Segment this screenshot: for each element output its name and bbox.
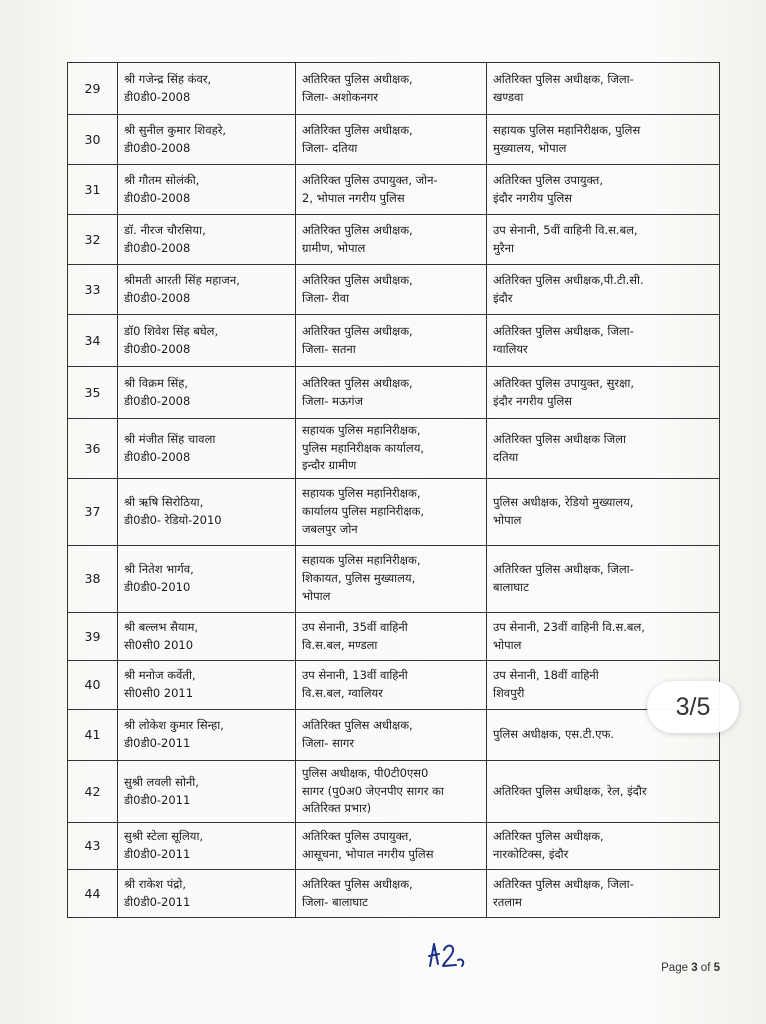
serial-number: 40 — [68, 661, 118, 710]
officer-name-line: डी0डी0-2008 — [124, 190, 191, 205]
current-posting-cell — [296, 115, 487, 165]
serial-number: 38 — [68, 546, 118, 613]
new-posting-line: नारकोटिक्स, इंदौर — [493, 847, 569, 861]
new-posting-cell — [487, 367, 720, 419]
table-row — [68, 265, 720, 315]
officer-name-line: डॉ. नीरज चौरसिया, — [124, 222, 206, 237]
serial-number: 34 — [68, 315, 118, 367]
officer-name-cell — [118, 115, 296, 165]
current-posting-line: अतिरिक्त पुलिस उपायुक्त, जोन- — [302, 172, 438, 187]
table-row — [68, 546, 720, 613]
new-posting-cell — [487, 479, 720, 546]
serial-number: 29 — [68, 63, 118, 115]
new-posting-line: खण्डवा — [493, 89, 524, 104]
current-posting-line: सहायक पुलिस महानिरीक्षक, — [302, 422, 421, 437]
new-posting-line: ग्वालियर — [493, 341, 528, 356]
current-posting-line: जिला- बालाघाट — [302, 894, 368, 909]
new-posting-line: उप सेनानी, 23वीं वाहिनी वि.स.बल, — [493, 619, 645, 634]
officer-name-line: श्री गजेन्द्र सिंह कंवर, — [124, 71, 212, 86]
officer-name-line: सी0सी0 2010 — [124, 637, 194, 652]
table-row — [68, 761, 720, 823]
current-posting-cell — [296, 479, 487, 546]
current-posting-line: जिला- रीवा — [302, 290, 350, 305]
officer-name-cell — [118, 63, 296, 115]
new-posting-line: पुलिस अधीक्षक, रेडियो मुख्यालय, — [493, 495, 634, 510]
new-posting-line: मुरैना — [493, 240, 514, 255]
officer-name-line: डी0डी0-2008 — [124, 393, 191, 408]
current-posting-line: सागर (पु0अ0 जेएनपीए सागर का — [302, 783, 444, 798]
current-posting-cell — [296, 613, 487, 661]
officer-name-line: श्री राकेश पंद्रो, — [124, 876, 187, 891]
officer-name-cell — [118, 419, 296, 479]
current-posting-line: सहायक पुलिस महानिरीक्षक, — [302, 553, 421, 568]
current-posting-line: कार्यालय पुलिस महानिरीक्षक, — [302, 504, 425, 519]
current-posting-line: शिकायत, पुलिस मुख्यालय, — [302, 571, 416, 586]
current-posting-line: सहायक पुलिस महानिरीक्षक, — [302, 486, 421, 501]
current-posting-line: अतिरिक्त पुलिस अधीक्षक, — [302, 272, 413, 287]
serial-number: 39 — [68, 613, 118, 661]
new-posting-cell — [487, 419, 720, 479]
new-posting-line: इंदौर — [493, 290, 513, 305]
officer-name-line: श्री बल्लभ सैयाम, — [124, 619, 199, 634]
serial-number: 31 — [68, 165, 118, 215]
current-posting-line: जबलपुर जोन — [302, 521, 358, 536]
new-posting-line: सहायक पुलिस महानिरीक्षक, पुलिस — [493, 122, 641, 137]
officer-name-line: श्री विक्रम सिंह, — [124, 375, 189, 390]
new-posting-cell — [487, 315, 720, 367]
serial-number: 30 — [68, 115, 118, 165]
serial-number: 36 — [68, 419, 118, 479]
officer-name-cell — [118, 823, 296, 870]
officer-name-line: डी0डी0-2008 — [124, 290, 191, 305]
officer-name-line: डी0डी0-2011 — [124, 736, 191, 750]
transfer-table — [67, 62, 720, 918]
serial-number: 42 — [68, 761, 118, 823]
new-posting-cell — [487, 823, 720, 870]
new-posting-cell — [487, 63, 720, 115]
table-row — [68, 165, 720, 215]
table-row — [68, 613, 720, 661]
serial-number: 43 — [68, 823, 118, 870]
officer-name-cell — [118, 315, 296, 367]
officer-name-line: डी0डी0-2008 — [124, 240, 191, 255]
new-posting-cell — [487, 546, 720, 613]
officer-name-cell — [118, 761, 296, 823]
officer-name-cell — [118, 367, 296, 419]
current-posting-cell — [296, 761, 487, 823]
new-posting-line: इंदौर नगरीय पुलिस — [493, 190, 573, 205]
footer-current-page: 3 — [691, 962, 698, 974]
new-posting-cell — [487, 115, 720, 165]
current-posting-line: जिला- अशोकनगर — [302, 89, 379, 104]
footer-total-pages: 5 — [713, 962, 720, 974]
footer-prefix: Page — [661, 962, 692, 974]
current-posting-line: जिला- मऊगंज — [302, 393, 364, 408]
new-posting-line: रतलाम — [493, 894, 522, 909]
page-footer — [0, 962, 720, 974]
serial-number: 35 — [68, 367, 118, 419]
officer-name-line: डी0डी0- रेडियो-2010 — [124, 513, 222, 527]
officer-name-line: श्री सुनील कुमार शिवहरे, — [124, 122, 227, 137]
page-indicator-badge[interactable] — [647, 681, 739, 733]
current-posting-line: जिला- सागर — [302, 736, 355, 750]
table-row — [68, 115, 720, 165]
current-posting-line: अतिरिक्त पुलिस अधीक्षक, — [302, 71, 413, 86]
new-posting-line: बालाघाट — [493, 580, 529, 594]
officer-name-cell — [118, 165, 296, 215]
current-posting-line: अतिरिक्त पुलिस अधीक्षक, — [302, 222, 413, 237]
officer-name-line: श्री मनोज कर्वेती, — [124, 668, 196, 683]
current-posting-cell — [296, 63, 487, 115]
current-posting-line: अतिरिक्त पुलिस अधीक्षक, — [302, 122, 413, 137]
transfer-table-body — [68, 63, 720, 918]
new-posting-cell — [487, 265, 720, 315]
new-posting-line: भोपाल — [493, 513, 522, 527]
serial-number: 37 — [68, 479, 118, 546]
current-posting-cell — [296, 367, 487, 419]
new-posting-line: उप सेनानी, 5वीं वाहिनी वि.स.बल, — [493, 222, 638, 237]
officer-name-line: सी0सी0 2011 — [124, 686, 194, 700]
officer-name-cell — [118, 661, 296, 710]
new-posting-line: अतिरिक्त पुलिस उपायुक्त, — [493, 172, 603, 187]
serial-number: 41 — [68, 710, 118, 761]
table-row — [68, 661, 720, 710]
new-posting-line: अतिरिक्त पुलिस अधीक्षक,पी.टी.सी. — [493, 272, 644, 287]
officer-name-cell — [118, 613, 296, 661]
officer-name-cell — [118, 546, 296, 613]
current-posting-line: ग्रामीण, भोपाल — [302, 240, 366, 255]
officer-name-line: डी0डी0-2011 — [124, 792, 191, 807]
officer-name-line: श्रीमती आरती सिंह महाजन, — [124, 272, 240, 287]
current-posting-line: 2, भोपाल नगरीय पुलिस — [302, 190, 405, 205]
table-row — [68, 710, 720, 761]
officer-name-cell — [118, 870, 296, 918]
table-row — [68, 870, 720, 918]
officer-name-cell — [118, 479, 296, 546]
serial-number: 32 — [68, 215, 118, 265]
current-posting-cell — [296, 710, 487, 761]
current-posting-line: अतिरिक्त प्रभार) — [302, 801, 372, 816]
current-posting-line: पुलिस महानिरीक्षक कार्यालय, — [302, 440, 425, 455]
current-posting-line: आसूचना, भोपाल नगरीय पुलिस — [302, 847, 434, 861]
new-posting-cell — [487, 613, 720, 661]
current-posting-cell — [296, 661, 487, 710]
new-posting-line: अतिरिक्त पुलिस अधीक्षक, जिला- — [493, 71, 634, 86]
new-posting-line: उप सेनानी, 18वीं वाहिनी — [493, 668, 599, 683]
officer-name-line: डी0डी0-2011 — [124, 847, 191, 861]
current-posting-cell — [296, 823, 487, 870]
current-posting-cell — [296, 546, 487, 613]
new-posting-line: अतिरिक्त पुलिस उपायुक्त, सुरक्षा, — [493, 375, 634, 390]
new-posting-line: इंदौर नगरीय पुलिस — [493, 393, 573, 408]
new-posting-cell — [487, 870, 720, 918]
table-row — [68, 367, 720, 419]
officer-name-line: श्री ऋषि सिरोठिया, — [124, 495, 204, 510]
new-posting-line: पुलिस अधीक्षक, एस.टी.एफ. — [493, 727, 615, 742]
officer-name-line: डी0डी0-2008 — [124, 89, 191, 104]
officer-name-line: श्री नितेश भार्गव, — [124, 562, 194, 577]
current-posting-line: अतिरिक्त पुलिस अधीक्षक, — [302, 876, 413, 891]
officer-name-line: श्री गौतम सोलंकी, — [124, 172, 200, 187]
current-posting-line: अतिरिक्त पुलिस अधीक्षक, — [302, 323, 413, 338]
new-posting-line: अतिरिक्त पुलिस अधीक्षक, जिला- — [493, 323, 634, 338]
table-row — [68, 823, 720, 870]
officer-name-cell — [118, 710, 296, 761]
current-posting-line: अतिरिक्त पुलिस उपायुक्त, — [302, 829, 412, 844]
officer-name-line: डी0डी0-2008 — [124, 140, 191, 155]
officer-name-line: डी0डी0-2008 — [124, 449, 191, 464]
new-posting-line: अतिरिक्त पुलिस अधीक्षक, जिला- — [493, 876, 634, 891]
current-posting-cell — [296, 215, 487, 265]
new-posting-cell — [487, 215, 720, 265]
officer-name-line: श्री लोकेश कुमार सिन्हा, — [124, 718, 224, 733]
officer-name-line: डी0डी0-2011 — [124, 894, 191, 909]
new-posting-line: अतिरिक्त पुलिस अधीक्षक, रेल, इंदौर — [493, 783, 647, 798]
new-posting-cell — [487, 761, 720, 823]
officer-name-line: डॉ0 शिवेश सिंह बघेल, — [124, 323, 219, 338]
current-posting-line: उप सेनानी, 13वीं वाहिनी — [302, 668, 408, 683]
current-posting-cell — [296, 870, 487, 918]
current-posting-cell — [296, 165, 487, 215]
current-posting-line: वि.स.बल, ग्वालियर — [302, 686, 383, 700]
table-row — [68, 315, 720, 367]
new-posting-line: शिवपुरी — [493, 686, 525, 700]
table-row — [68, 419, 720, 479]
current-posting-line: पुलिस अधीक्षक, पी0टी0एस0 — [302, 765, 429, 780]
current-posting-line: जिला- सतना — [302, 341, 356, 356]
new-posting-line: अतिरिक्त पुलिस अधीक्षक जिला — [493, 431, 626, 446]
new-posting-line: भोपाल — [493, 637, 522, 652]
serial-number: 44 — [68, 870, 118, 918]
current-posting-line: अतिरिक्त पुलिस अधीक्षक, — [302, 375, 413, 390]
new-posting-line: मुख्यालय, भोपाल — [493, 140, 567, 155]
new-posting-line: अतिरिक्त पुलिस अधीक्षक, जिला- — [493, 562, 634, 577]
page-indicator-text: 3/5 — [675, 692, 711, 721]
officer-name-line: श्री मंजीत सिंह चावला — [124, 431, 216, 446]
officer-name-cell — [118, 265, 296, 315]
current-posting-line: अतिरिक्त पुलिस अधीक्षक, — [302, 718, 413, 733]
officer-name-line: सुश्री लवली सोनी, — [124, 774, 199, 789]
table-row — [68, 479, 720, 546]
serial-number: 33 — [68, 265, 118, 315]
officer-name-line: डी0डी0-2010 — [124, 580, 191, 594]
current-posting-cell — [296, 419, 487, 479]
current-posting-line: वि.स.बल, मण्डला — [302, 637, 378, 652]
footer-middle: of — [697, 962, 714, 974]
current-posting-line: भोपाल — [302, 588, 331, 603]
current-posting-cell — [296, 315, 487, 367]
current-posting-line: जिला- दतिया — [302, 140, 358, 155]
officer-name-line: सुश्री स्टेला सूलिया, — [124, 829, 204, 844]
table-row — [68, 215, 720, 265]
new-posting-line: दतिया — [493, 449, 519, 464]
current-posting-cell — [296, 265, 487, 315]
table-row — [68, 63, 720, 115]
current-posting-line: उप सेनानी, 35वीं वाहिनी — [302, 619, 408, 634]
current-posting-line: इन्दौर ग्रामीण — [302, 458, 357, 473]
officer-name-cell — [118, 215, 296, 265]
officer-name-line: डी0डी0-2008 — [124, 341, 191, 356]
new-posting-line: अतिरिक्त पुलिस अधीक्षक, — [493, 829, 604, 844]
new-posting-cell — [487, 165, 720, 215]
